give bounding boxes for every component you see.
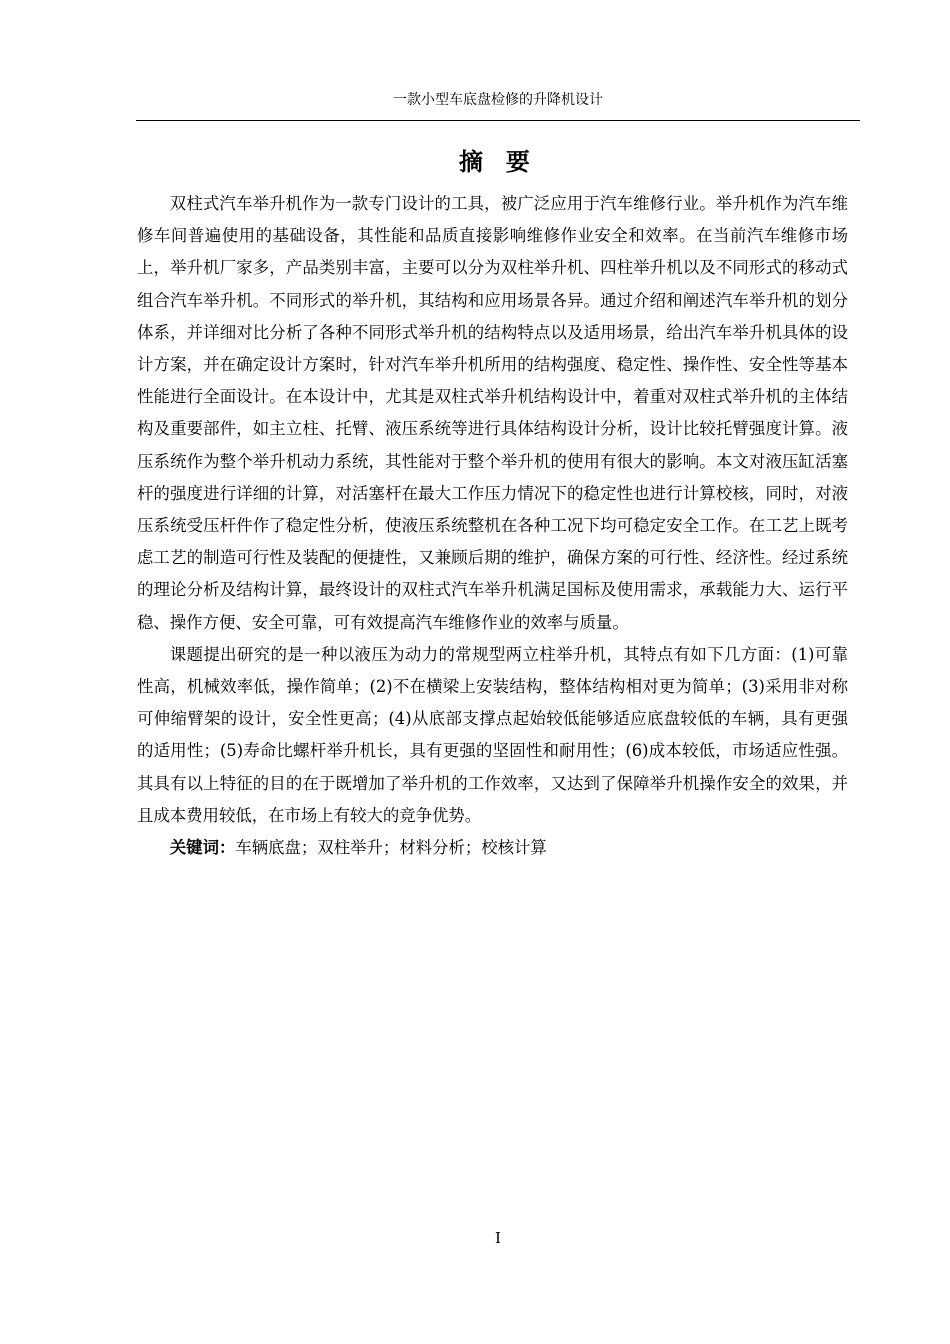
keywords-line [137, 832, 848, 864]
abstract-paragraph-2: 课题提出研究的是一种以液压为动力的常规型两立柱举升机，其特点有如下几方面：(1)可靠性高，机械效率低，操作简单；(2)不在横梁上安装结构，整体结构相对更为简单；(3)采用非对称可伸缩臂架的设计，安全性更高；(4)从底部支撑点起始较低能够适应底盘较低的车辆，具有更强的适用性；(5)寿命比螺杆举升机长，具有更强的坚固性和耐用性；(6)成本较低，市场适应性强。其具有以上特征的目的在于既增加了举升机的工作效率，又达到了保障举升机操作安全的效果，并且成本费用较低，在市场上有较大的竞争优势。 [137, 644, 848, 825]
keywords-value: 车辆底盘；双柱举升；材料分析；校核计算 [235, 838, 547, 858]
abstract-body [137, 188, 848, 864]
header-rule [136, 120, 860, 121]
page-number: I [495, 1229, 501, 1247]
keywords-label: 关键词： [169, 838, 236, 858]
abstract-paragraph-1: 双柱式汽车举升机作为一款专门设计的工具，被广泛应用于汽车维修行业。举升机作为汽车维修车间普遍使用的基础设备，其性能和品质直接影响维修作业安全和效率。在当前汽车维修市场上，举升机厂家多，产品类别丰富，主要可以分为双柱举升机、四柱举升机以及不同形式的移动式组合汽车举升机。不同形式的举升机，其结构和应用场景各异。通过介绍和阐述汽车举升机的划分体系，并详细对比分析了各种不同形式举升机的结构特点以及适用场景，给出汽车举升机具体的设计方案，并在确定设计方案时，针对汽车举升机所用的结构强度、稳定性、操作性、安全性等基本性能进行全面设计。在本设计中，尤其是双柱式举升机结构设计中，着重对双柱式举升机的主体结构及重要部件，如主立柱、托臂、液压系统等进行具体结构设计分析，设计比较托臂强度计算。液压系统作为整个举升机动力系统，其性能对于整个举升机的使用有很大的影响。本文对液压缸活塞杆的强度进行详细的计算，对活塞杆在最大工作压力情况下的稳定性也进行计算校核，同时，对液压系统受压杆件作了稳定性分析，使液压系统整机在各种工况下均可稳定安全工作。在工艺上既考虑工艺的制造可行性及装配的便捷性，又兼顾后期的维护，确保方案的可行性、经济性。经过系统的理论分析及结构计算，最终设计的双柱式汽车举升机满足国标及使用需求，承载能力大、运行平稳、操作方便、安全可靠，可有效提高汽车维修作业的效率与质量。 [137, 194, 848, 632]
running-header: 一款小型车底盘检修的升降机设计 [393, 92, 603, 108]
abstract-title: 摘 要 [459, 147, 537, 176]
